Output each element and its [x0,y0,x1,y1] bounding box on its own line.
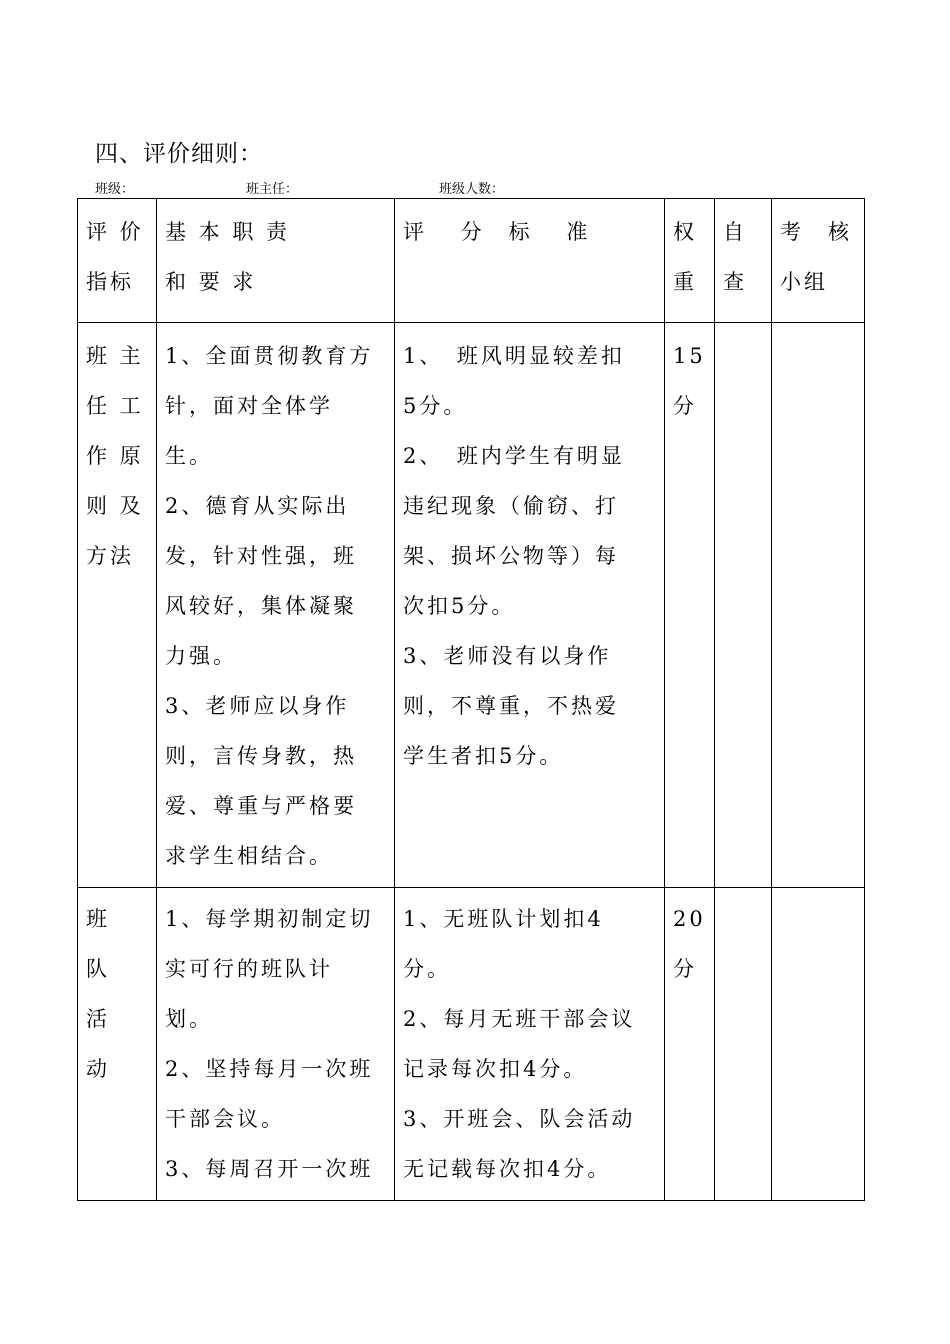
cell-line: 1、 班风明显较差扣 [403,344,625,368]
review-group-cell [772,323,865,888]
table-row [78,323,865,888]
header-indicator [78,199,157,323]
cell-line: 队 [86,957,110,981]
cell-line: 学生者扣5分。 [403,744,564,768]
cell-line: 针，面对全体学 [165,394,333,418]
cell-line: 求学生相结合。 [165,844,333,868]
class-size-label: 班级人数： [439,182,505,197]
cell-line: 15 [673,344,706,368]
cell-line: 方法 [86,544,134,568]
header-text: 重 [673,270,697,294]
review-group-cell [772,888,865,1201]
cell-line: 2、 班内学生有明显 [403,444,625,468]
header-text: 评 价 [86,220,144,244]
header-text: 小组 [780,270,828,294]
cell-line: 班 主 [86,344,144,368]
cell-line: 5分。 [403,394,468,418]
header-review-group [772,199,865,323]
cell-line: 生。 [165,444,213,468]
cell-line: 则 及 [86,494,144,518]
cell-line: 作 原 [86,444,144,468]
cell-line: 3、老师应以身作 [165,694,350,718]
header-text: 自 [723,220,747,244]
header-criteria [395,199,665,323]
class-label: 班级： [95,182,135,197]
cell-line: 干部会议。 [165,1107,285,1131]
cell-line: 违纪现象（偷窃、打 [403,494,619,518]
cell-line: 分 [673,394,697,418]
header-text: 基 本 职 责 [165,220,291,244]
header-text: 考 核 [780,220,852,244]
header-text: 查 [723,270,747,294]
header-text: 和 要 求 [165,270,257,294]
criteria-cell [395,888,665,1201]
cell-line: 3、每周召开一次班 [165,1157,374,1181]
cell-line: 分 [673,957,697,981]
cell-line: 爱、尊重与严格要 [165,794,357,818]
cell-line: 划。 [165,1007,213,1031]
cell-line: 力强。 [165,644,237,668]
header-self-check [715,199,772,323]
self-check-cell [715,323,772,888]
section-heading: 四、评价细则： [95,141,263,167]
cell-line: 次扣5分。 [403,594,516,618]
cell-line: 20 [673,907,706,931]
cell-line: 班 [86,907,110,931]
head-teacher-label: 班主任： [246,182,299,197]
cell-line: 1、无班队计划扣4 [403,907,604,931]
indicator-cell [78,888,157,1201]
cell-line: 记录每次扣4分。 [403,1057,588,1081]
cell-line: 则，言传身教，热 [165,744,357,768]
cell-line: 分。 [403,957,451,981]
cell-line: 活 [86,1007,110,1031]
cell-line: 1、全面贯彻教育方 [165,344,374,368]
cell-line: 无记载每次扣4分。 [403,1157,612,1181]
header-weight [665,199,715,323]
header-text: 权 [673,220,697,244]
evaluation-table [77,198,865,1201]
criteria-cell [395,323,665,888]
weight-cell [665,323,715,888]
cell-line: 风较好，集体凝聚 [165,594,357,618]
cell-line: 任 工 [86,394,144,418]
cell-line: 架、损坏公物等）每 [403,544,619,568]
table-row [78,888,865,1201]
cell-line: 动 [86,1057,110,1081]
cell-line: 实可行的班队计 [165,957,333,981]
cell-line: 发，针对性强，班 [165,544,357,568]
header-text: 指标 [86,270,134,294]
table-header-row [78,199,865,323]
cell-line: 3、开班会、队会活动 [403,1107,636,1131]
cell-line: 则，不尊重，不热爱 [403,694,619,718]
self-check-cell [715,888,772,1201]
requirements-cell [157,888,395,1201]
header-requirements [157,199,395,323]
indicator-cell [78,323,157,888]
cell-line: 3、老师没有以身作 [403,644,612,668]
header-text: 评 分 标 准 [403,220,591,244]
cell-line: 2、每月无班干部会议 [403,1007,636,1031]
requirements-cell [157,323,395,888]
cell-line: 2、德育从实际出 [165,494,350,518]
cell-line: 2、坚持每月一次班 [165,1057,374,1081]
cell-line: 1、每学期初制定切 [165,907,374,931]
weight-cell [665,888,715,1201]
